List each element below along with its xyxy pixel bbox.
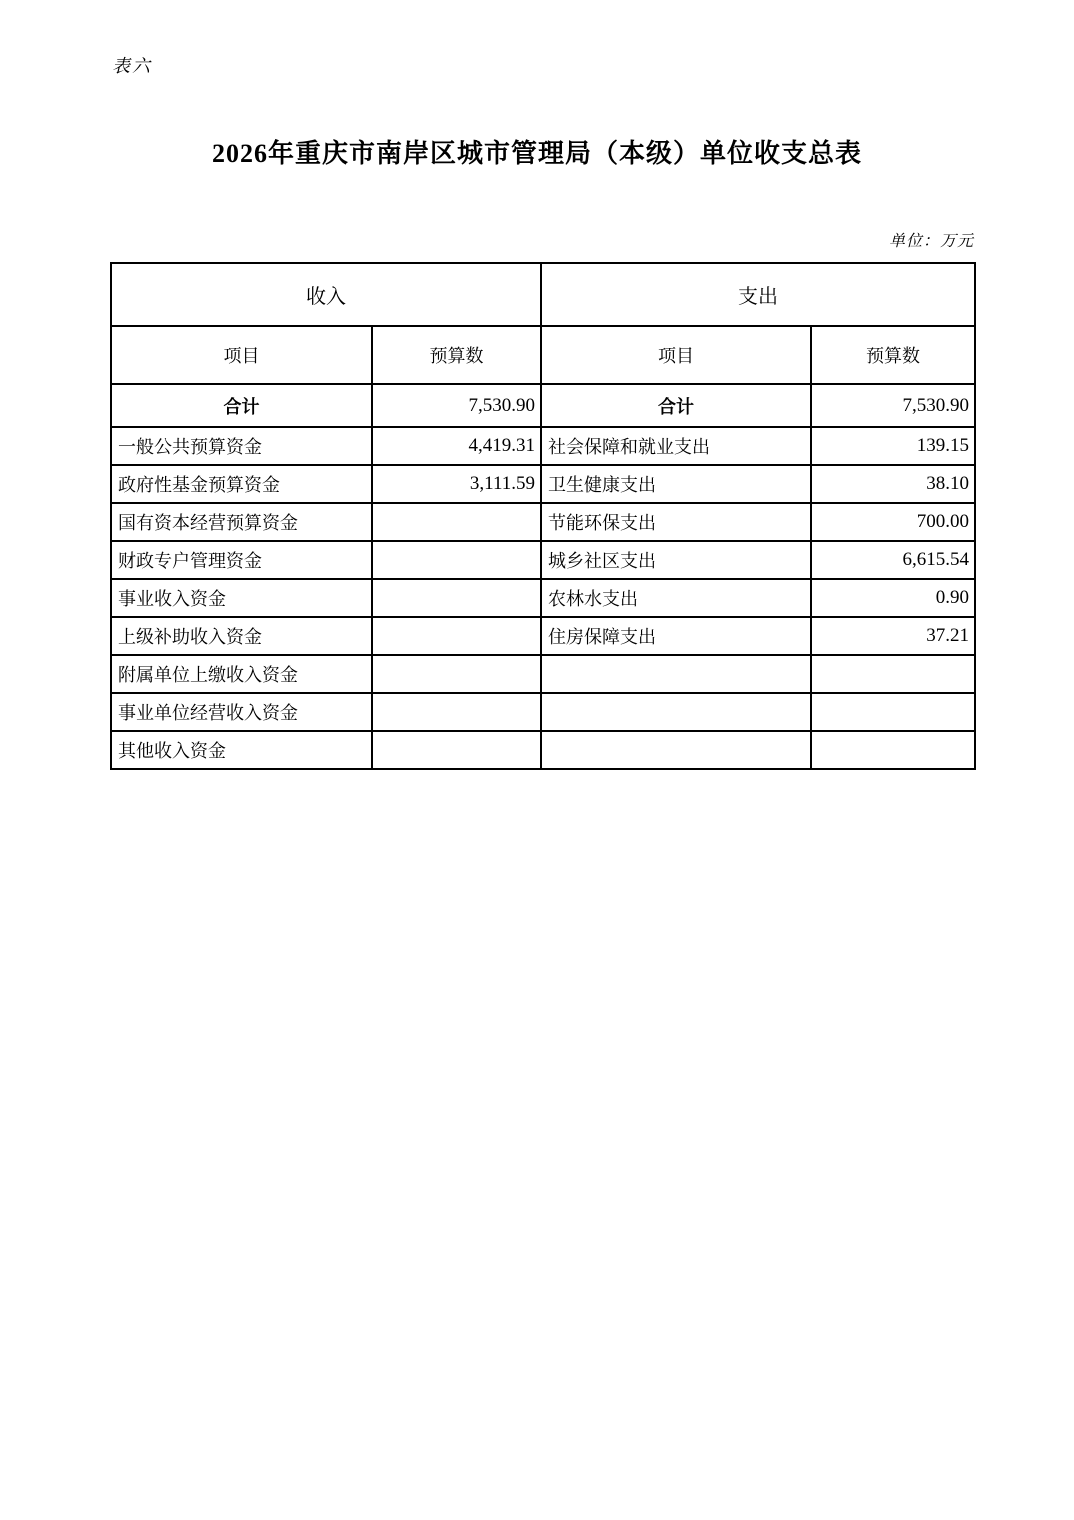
expense-budget-column-header: 预算数 xyxy=(811,326,975,384)
table-row xyxy=(111,465,975,503)
expense-budget-cell: 0.90 xyxy=(811,579,975,617)
income-budget-cell: 3,111.59 xyxy=(372,465,541,503)
expense-item-column-header: 项目 xyxy=(541,326,811,384)
expense-item-cell: 卫生健康支出 xyxy=(541,465,811,503)
expense-item-cell: 农林水支出 xyxy=(541,579,811,617)
table-row xyxy=(111,617,975,655)
income-budget-cell xyxy=(372,655,541,693)
income-budget-cell: 4,419.31 xyxy=(372,427,541,465)
income-budget-cell xyxy=(372,617,541,655)
expense-item-cell: 城乡社区支出 xyxy=(541,541,811,579)
income-budget-cell xyxy=(372,693,541,731)
expense-budget-cell xyxy=(811,693,975,731)
table-row xyxy=(111,427,975,465)
budget-table-head xyxy=(111,263,975,384)
income-item-cell: 上级补助收入资金 xyxy=(111,617,372,655)
income-budget-cell xyxy=(372,503,541,541)
expense-item-cell: 合计 xyxy=(541,384,811,427)
expense-item-cell: 节能环保支出 xyxy=(541,503,811,541)
income-section-header: 收入 xyxy=(111,263,541,326)
income-item-cell: 事业收入资金 xyxy=(111,579,372,617)
expense-item-cell: 社会保障和就业支出 xyxy=(541,427,811,465)
expense-budget-cell: 700.00 xyxy=(811,503,975,541)
income-item-cell: 一般公共预算资金 xyxy=(111,427,372,465)
expense-budget-cell xyxy=(811,731,975,769)
total-row xyxy=(111,384,975,427)
table-number-label: 表六 xyxy=(112,56,152,76)
income-item-cell: 政府性基金预算资金 xyxy=(111,465,372,503)
expense-budget-cell: 139.15 xyxy=(811,427,975,465)
expense-budget-cell: 6,615.54 xyxy=(811,541,975,579)
section-header-row xyxy=(111,263,975,326)
income-budget-cell: 7,530.90 xyxy=(372,384,541,427)
expense-item-cell xyxy=(541,693,811,731)
income-item-cell: 事业单位经营收入资金 xyxy=(111,693,372,731)
table-row xyxy=(111,655,975,693)
income-item-cell: 财政专户管理资金 xyxy=(111,541,372,579)
table-row xyxy=(111,731,975,769)
income-item-cell: 附属单位上缴收入资金 xyxy=(111,655,372,693)
column-header-row xyxy=(111,326,975,384)
expense-item-cell xyxy=(541,731,811,769)
table-row xyxy=(111,541,975,579)
expense-budget-cell: 38.10 xyxy=(811,465,975,503)
budget-table-body xyxy=(111,384,975,769)
expense-budget-cell xyxy=(811,655,975,693)
expense-budget-cell: 7,530.90 xyxy=(811,384,975,427)
table-row xyxy=(111,503,975,541)
budget-table xyxy=(110,262,976,770)
expense-item-cell xyxy=(541,655,811,693)
income-item-cell: 国有资本经营预算资金 xyxy=(111,503,372,541)
unit-note: 单位：万元 xyxy=(888,233,974,250)
page-title: 2026年重庆市南岸区城市管理局（本级）单位收支总表 xyxy=(211,139,862,168)
expense-budget-cell: 37.21 xyxy=(811,617,975,655)
income-budget-cell xyxy=(372,579,541,617)
income-budget-cell xyxy=(372,731,541,769)
income-item-cell: 其他收入资金 xyxy=(111,731,372,769)
income-budget-cell xyxy=(372,541,541,579)
income-item-column-header: 项目 xyxy=(111,326,372,384)
expense-section-header: 支出 xyxy=(541,263,975,326)
expense-item-cell: 住房保障支出 xyxy=(541,617,811,655)
income-item-cell: 合计 xyxy=(111,384,372,427)
table-row xyxy=(111,579,975,617)
table-row xyxy=(111,693,975,731)
income-budget-column-header: 预算数 xyxy=(372,326,541,384)
